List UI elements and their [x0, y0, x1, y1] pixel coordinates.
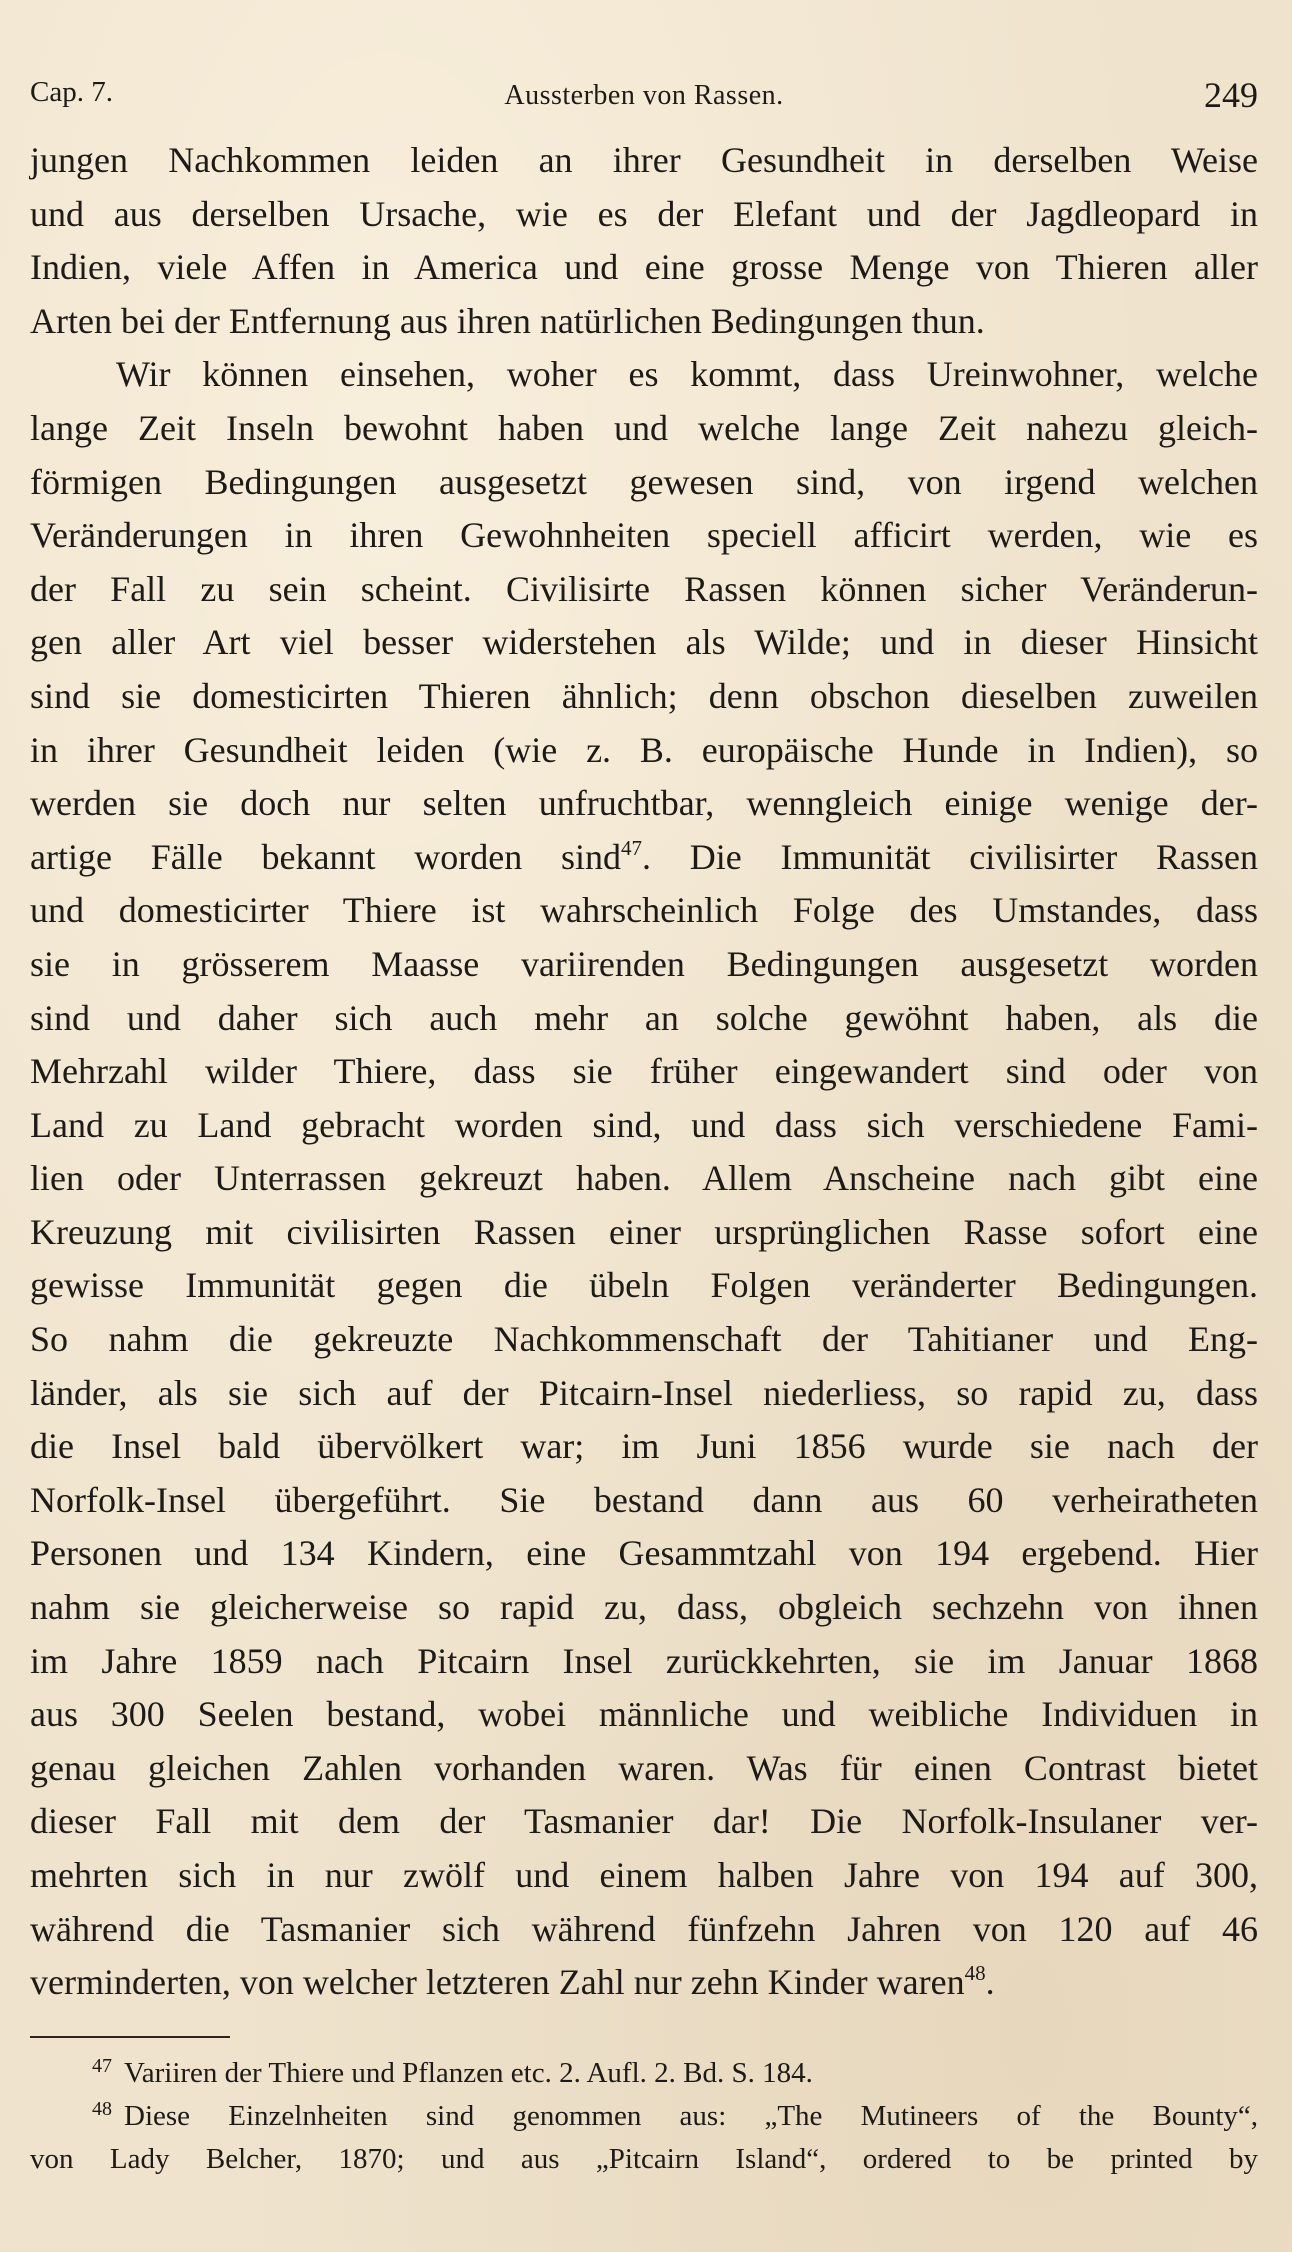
- text-line: Land zu Land gebracht worden sind, und dass sich verschiedene Fami-: [30, 1104, 1258, 1145]
- text-line: gewisse Immunität gegen die übeln Folgen veränderter Bedingungen.: [30, 1265, 1258, 1306]
- text-line: artige Fälle bekannt worden sind$^{47}$. Die Immunität civilisirter Rassen: [30, 835, 1258, 877]
- running-head: [30, 68, 1258, 134]
- footnote-47: [30, 2052, 1258, 2095]
- text-line: mehrten sich in nur zwölf und einem halben Jahre von 194 auf 300,: [30, 1855, 1258, 1895]
- text-line: und domesticirter Thiere ist wahrscheinlich Folge des Umstandes, dass: [30, 890, 1258, 931]
- text-line: Veränderungen in ihren Gewohnheiten speciell afficirt werden, wie es: [30, 515, 1258, 556]
- text-line: Indien, viele Affen in America und eine grosse Menge von Thieren aller: [30, 247, 1258, 288]
- text-line: Wir können einsehen, woher es kommt, dass Ureinwohner, welche: [116, 354, 1258, 395]
- footnote-number: 47: [92, 2054, 112, 2077]
- footnote-divider: [30, 2036, 230, 2038]
- text-line: Personen und 134 Kindern, eine Gesammtzahl von 194 ergebend. Hier: [30, 1533, 1258, 1574]
- running-title: Aussterben von Rassen.: [504, 80, 784, 111]
- text-line: und aus derselben Ursache, wie es der Elefant und der Jagdleopard in: [30, 193, 1258, 234]
- text-line: lien oder Unterrassen gekreuzt haben. Allem Anscheine nach gibt eine: [30, 1158, 1258, 1199]
- text-line: jungen Nachkommen leiden an ihrer Gesundheit in derselben Weise: [30, 140, 1258, 180]
- text-segment: verminderten, von welcher letzteren Zahl nur zehn Kinder waren: [30, 1962, 965, 2003]
- text-line: So nahm die gekreuzte Nachkommenschaft der Tahitianer und Eng-: [30, 1319, 1258, 1360]
- text-line: im Jahre 1859 nach Pitcairn Insel zurückkehrten, sie im Januar 1868: [30, 1640, 1258, 1681]
- footnote-text: Variiren der Thiere und Pflanzen etc. 2. Aufl. 2. Bd. S. 184.: [124, 2056, 813, 2089]
- chapter-label: Cap. 7.: [30, 76, 113, 108]
- page-number: 249: [1204, 75, 1258, 115]
- text-line: Arten bei der Entfernung aus ihren natürlichen Bedingungen thun.: [30, 300, 985, 341]
- text-line: gen aller Art viel besser widerstehen als Wilde; und in dieser Hinsicht: [30, 622, 1258, 663]
- footnote-ref-48: 48: [964, 1961, 986, 1986]
- text-line: Mehrzahl wilder Thiere, dass sie früher eingewandert sind oder von: [30, 1051, 1258, 1092]
- text-line: werden sie doch nur selten unfruchtbar, wenngleich einige wenige der-: [30, 783, 1258, 824]
- text-line: länder, als sie sich auf der Pitcairn-Insel niederliess, so rapid zu, dass: [30, 1372, 1258, 1413]
- text-line: sind sie domesticirten Thieren ähnlich; denn obschon dieselben zuweilen: [30, 675, 1258, 716]
- text-line: lange Zeit Inseln bewohnt haben und welche lange Zeit nahezu gleich-: [30, 407, 1258, 448]
- text-line: sind und daher sich auch mehr an solche gewöhnt haben, als die: [30, 997, 1258, 1038]
- text-line: genau gleichen Zahlen vorhanden waren. Was für einen Contrast bietet: [30, 1747, 1258, 1788]
- text-line: der Fall zu sein scheint. Civilisirte Rassen können sicher Veränderun-: [30, 568, 1258, 609]
- text-line: sie in grösserem Maasse variirenden Bedingungen ausgesetzt worden: [30, 943, 1258, 984]
- text-segment: Die Immunität civilisirter Rassen: [689, 836, 1258, 877]
- footnote-48: [30, 2095, 1258, 2138]
- footnotes: [30, 2052, 1258, 2181]
- text-segment: artige Fälle bekannt worden sind: [30, 836, 621, 877]
- text-line: während die Tasmanier sich während fünfzehn Jahren von 120 auf 46: [30, 1908, 1258, 1949]
- body-text: [30, 134, 1258, 2010]
- text-line: die Insel bald übervölkert war; im Juni 1856 wurde sie nach der: [30, 1426, 1258, 1467]
- text-line: Norfolk-Insel übergeführt. Sie bestand dann aus 60 verheiratheten: [30, 1479, 1258, 1520]
- footnote-number: 48: [92, 2097, 112, 2120]
- text-line: verminderten, von welcher letzteren Zahl nur zehn Kinder waren$^{48}$.: [30, 1961, 995, 2003]
- footnote-text: Diese Einzelnheiten sind genommen aus: „The Mutineers of the Bounty“,: [124, 2099, 1258, 2132]
- text-line: in ihrer Gesundheit leiden (wie z. B. europäische Hunde in Indien), so: [30, 729, 1258, 770]
- footnote-ref-47: 47: [620, 835, 642, 860]
- text-line: aus 300 Seelen bestand, wobei männliche und weibliche Individuen in: [30, 1694, 1258, 1735]
- text-line: nahm sie gleicherweise so rapid zu, dass, obgleich sechzehn von ihnen: [30, 1587, 1258, 1628]
- text-line: Kreuzung mit civilisirten Rassen einer ursprünglichen Rasse sofort eine: [30, 1211, 1258, 1252]
- text-line: dieser Fall mit dem der Tasmanier dar! Die Norfolk-Insulaner ver-: [30, 1801, 1258, 1842]
- footnote-48-continuation: von Lady Belcher, 1870; und aus „Pitcairn Island“, ordered to be printed by: [30, 2142, 1258, 2175]
- text-line: förmigen Bedingungen ausgesetzt gewesen sind, von irgend welchen: [30, 461, 1258, 502]
